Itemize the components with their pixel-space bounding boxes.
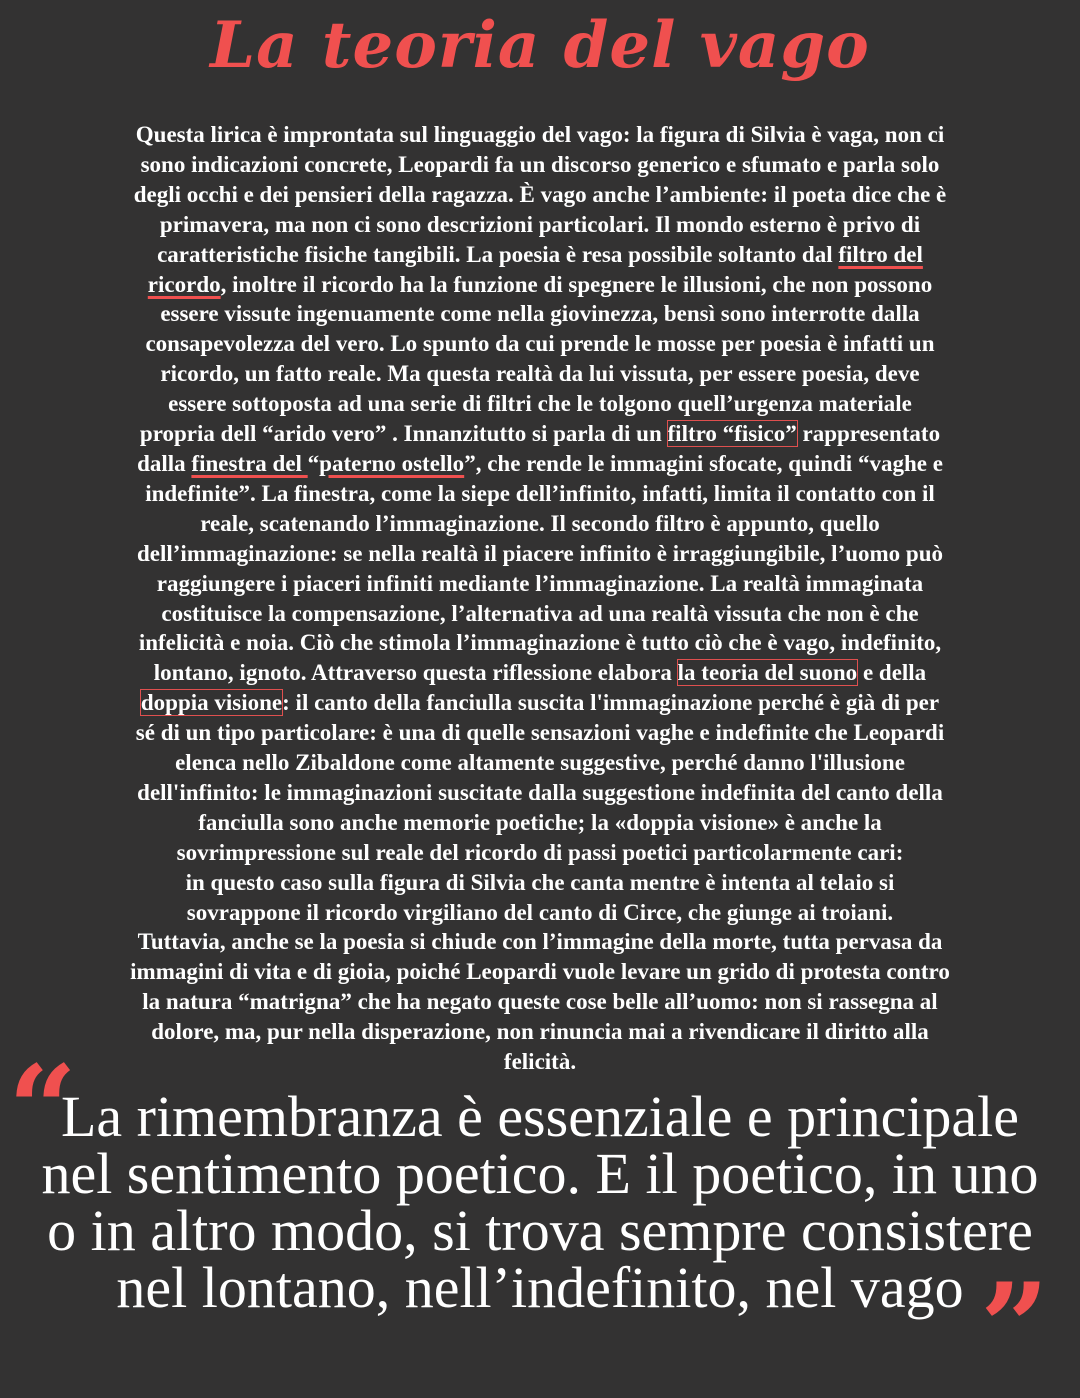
page-title: La teoria del vago bbox=[210, 8, 870, 83]
text-segment: lontano, ignoto. Attraverso questa riflessione elabora bbox=[153, 660, 678, 686]
text-segment: raggiungere i piaceri infiniti mediante l’immaginazione. La realtà immaginata bbox=[156, 570, 924, 596]
body-line bbox=[0, 389, 1080, 419]
text-segment: Questa lirica è improntata sul linguaggio del vago: la figura di Silvia è vaga, non ci bbox=[135, 122, 945, 147]
text-segment: , inoltre il ricordo ha la funzione di spegnere le illusioni, che non possono bbox=[220, 271, 933, 297]
quote-line: nel sentimento poetico. E il poetico, in uno bbox=[41, 1141, 1039, 1206]
body-line bbox=[0, 778, 1080, 808]
text-segment: consapevolezza del vero. Lo spunto da cui prende le mosse per poesia è infatti un bbox=[145, 331, 935, 357]
body-line bbox=[0, 868, 1080, 898]
text-segment: immagini di vita e di gioia, poiché Leopardi vuole levare un grido di protesta contro bbox=[130, 959, 950, 985]
text-segment: indefinite”. La finestra, come la siepe dell’infinito, infatti, limita il contatto con il bbox=[145, 480, 935, 506]
body-line bbox=[0, 927, 1080, 957]
underlined-phrase: finestra del bbox=[191, 450, 308, 476]
body-line bbox=[0, 509, 1080, 539]
text-segment: reale, scatenando l’immaginazione. Il secondo filtro è appunto, quello bbox=[200, 510, 880, 536]
body-line bbox=[0, 838, 1080, 868]
body-line bbox=[0, 539, 1080, 569]
underlined-phrase: paterno ostello bbox=[319, 450, 465, 476]
text-segment: dalla bbox=[137, 450, 192, 476]
body-line bbox=[0, 658, 1080, 688]
text-segment: sovrimpressione sul reale del ricordo di passi poetici particolarmente cari: bbox=[176, 839, 904, 865]
text-segment: dell’immaginazione: se nella realtà il piacere infinito è irraggiungibile, l’uomo può bbox=[136, 540, 944, 566]
body-line bbox=[0, 718, 1080, 748]
body-line bbox=[0, 120, 1080, 150]
text-segment: sono indicazioni concrete, Leopardi fa un discorso generico e sfumato e parla solo bbox=[140, 151, 940, 177]
quote-line: o in altro modo, si trova sempre consistere bbox=[47, 1198, 1033, 1263]
text-segment: ”, che rende le immagini sfocate, quindi “vaghe e bbox=[464, 450, 943, 476]
body-line bbox=[0, 1017, 1080, 1047]
body-line bbox=[0, 419, 1080, 449]
text-segment: sovrappone il ricordo virgiliano del canto di Circe, che giunge ai troiani. bbox=[186, 899, 894, 925]
text-segment: primavera, ma non ci sono descrizioni particolari. Il mondo esterno è privo di bbox=[159, 211, 921, 237]
text-segment: propria dell “arido vero” . Innanzitutto si parla di un bbox=[139, 421, 668, 447]
body-line bbox=[0, 599, 1080, 629]
body-line bbox=[0, 240, 1080, 270]
text-segment: : il canto della fanciulla suscita l'immaginazione perché è già di per bbox=[282, 690, 940, 716]
body-line bbox=[0, 957, 1080, 987]
body-line bbox=[0, 569, 1080, 599]
body-line bbox=[0, 449, 1080, 479]
body-line bbox=[0, 270, 1080, 300]
text-segment: costituisce la compensazione, l’alternativa ad una realtà vissuta che non è che bbox=[161, 600, 919, 626]
boxed-phrase: filtro “fisico” bbox=[667, 421, 797, 447]
text-segment: in questo caso sulla figura di Silvia che canta mentre è intenta al telaio si bbox=[185, 869, 895, 895]
text-segment: e della bbox=[857, 660, 927, 686]
body-line bbox=[0, 479, 1080, 509]
text-segment: ricordo, un fatto reale. Ma questa realtà da lui vissuta, per essere poesia, deve bbox=[160, 361, 920, 387]
body-line bbox=[0, 748, 1080, 778]
quote-block bbox=[0, 1084, 1080, 1320]
body-line bbox=[0, 210, 1080, 240]
body-line bbox=[0, 150, 1080, 180]
body-line bbox=[0, 329, 1080, 359]
body-line bbox=[0, 628, 1080, 658]
body-line bbox=[0, 359, 1080, 389]
text-segment: dell'infinito: le immaginazioni suscitate dalla suggestione indefinita del canto della bbox=[137, 779, 943, 805]
body-line bbox=[0, 808, 1080, 838]
boxed-phrase: la teoria del suono bbox=[677, 660, 858, 686]
body-line bbox=[0, 180, 1080, 210]
body-line bbox=[0, 898, 1080, 928]
boxed-phrase: doppia visione bbox=[140, 690, 283, 716]
underlined-phrase: ricordo bbox=[147, 271, 221, 297]
text-segment: Tuttavia, anche se la poesia si chiude con l’immagine della morte, tutta pervasa da bbox=[137, 929, 943, 955]
body-line bbox=[0, 299, 1080, 329]
body-text bbox=[0, 120, 1080, 1077]
text-segment: sé di un tipo particolare: è una di quelle sensazioni vaghe e indefinite che Leopardi bbox=[135, 720, 945, 746]
text-segment: “ bbox=[307, 450, 320, 476]
text-segment: fanciulla sono anche memorie poetiche; la «doppia visione» è anche la bbox=[198, 809, 882, 835]
text-segment: degli occhi e dei pensieri della ragazza. È vago anche l’ambiente: il poeta dice che è bbox=[133, 181, 947, 207]
text-segment: caratteristiche fisiche tangibili. La poesia è resa possibile soltanto dal bbox=[157, 241, 839, 267]
quote-line: nel lontano, nell’indefinito, nel vago bbox=[116, 1255, 964, 1320]
text-segment: essere vissute ingenuamente come nella giovinezza, bensì sono interrotte dalla bbox=[160, 301, 920, 327]
underlined-phrase: filtro del bbox=[838, 241, 923, 267]
text-segment: dolore, ma, pur nella disperazione, non rinuncia mai a rivendicare il diritto alla bbox=[151, 1019, 929, 1045]
close-quote-mark: ” bbox=[980, 1257, 1050, 1398]
body-line bbox=[0, 987, 1080, 1017]
text-segment: elenca nello Zibaldone come altamente suggestive, perché danno l'illusione bbox=[175, 750, 905, 776]
body-line bbox=[0, 688, 1080, 718]
text-segment: essere sottoposta ad una serie di filtri che le tolgono quell’urgenza materiale bbox=[168, 391, 912, 417]
text-segment: la natura “matrigna” che ha negato queste cose belle all’uomo: non si rassegna al bbox=[142, 989, 938, 1015]
body-line bbox=[0, 1047, 1080, 1077]
quote-line: La rimembranza è essenziale e principale bbox=[60, 1084, 1020, 1149]
text-segment: infelicità e noia. Ciò che stimola l’immaginazione è tutto ciò che è vago, indefinito, bbox=[138, 630, 942, 656]
open-quote-mark: “ bbox=[8, 1039, 78, 1180]
text-segment: rappresentato bbox=[796, 421, 941, 447]
text-segment: felicità. bbox=[503, 1049, 577, 1075]
